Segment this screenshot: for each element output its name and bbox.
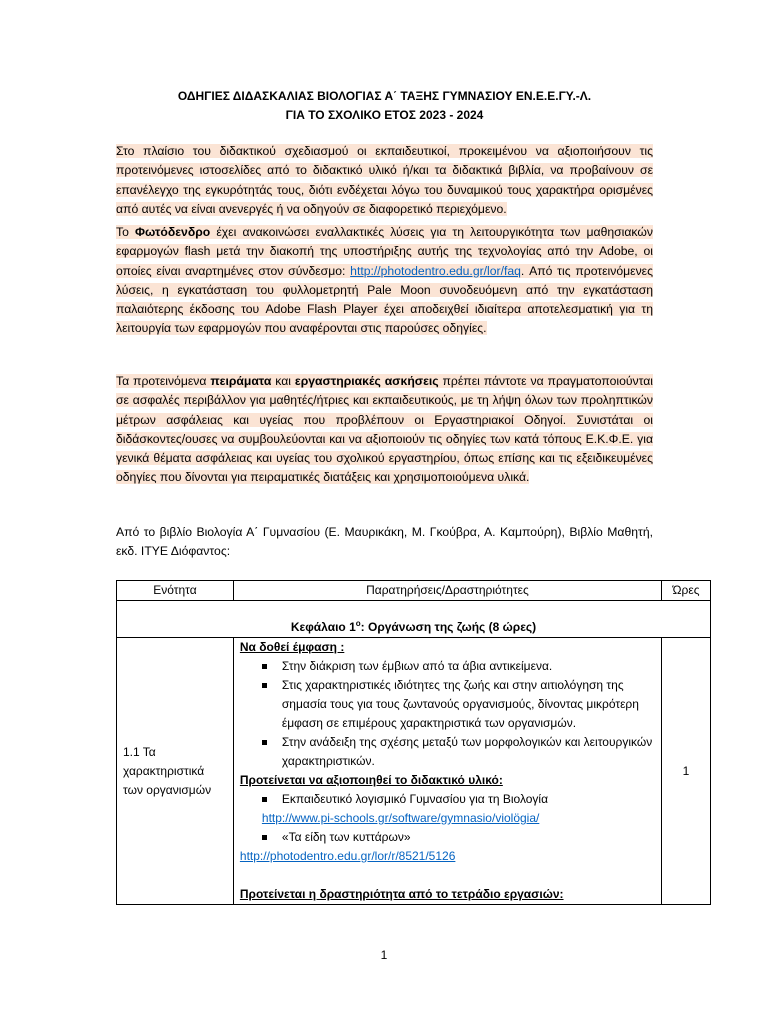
text-run: Τα προτεινόμενα — [116, 374, 211, 388]
list-item: «Τα είδη των κυττάρων» — [282, 828, 655, 847]
highlighted-text: Στο πλαίσιο του διδακτικού σχεδιασμού οι εκπαιδευτικοί, προκειμένου να αξιοποιήσουν τις προτεινόμενες ιστοσελίδες από το διδακτικό υλικό ή/και τα διδακτικά βιβλία, να προβαίνουν σε επανέλεγχο της εγκυρότητάς τους, διότι ενδέχεται λόγω του δυναμικού τους χαρακτήρα ορισμένες από αυτές να είναι ανενεργές ή να οδηγούν σε διαφορετικό περιεχόμενο. — [116, 144, 653, 216]
chapter-prefix: Κεφάλαιο 1 — [290, 620, 356, 634]
chapter-ordinal: ο — [355, 619, 361, 628]
text-run: Το — [116, 225, 136, 239]
bold-term-photodentro: Φωτόδενδρο — [135, 225, 211, 239]
list-item: Στην ανάδειξη της σχέσης μεταξύ των μορφολογικών και λειτουργικών χαρακτηριστικών. — [282, 733, 655, 771]
list-item: Στην διάκριση των έμβιων από τα άβια αντικείμενα. — [282, 657, 655, 676]
text-run: έχει ανακοινώσει εναλλακτικές λύσεις για τη λειτουργικότητα των μαθησιακών εφαρμογών flash μετά την διακοπή της υποστήριξης αυτής της τεχνολογίας από την Adobe, οι οποίες είναι αναρτημένες στον σύνδεσμο: — [116, 225, 653, 278]
page-number: 1 — [380, 948, 388, 962]
chapter-suffix: : Οργάνωση της ζωής (8 ώρες) — [360, 620, 537, 634]
hours-cell: 1 — [662, 638, 711, 905]
bold-term-lab-exercises: εργαστηριακές ασκήσεις — [294, 374, 439, 388]
chapter-row — [117, 601, 711, 638]
highlighted-text — [116, 374, 653, 484]
unit-cell: 1.1 Τα χαρακτηριστικά των οργανισμών — [117, 638, 234, 905]
software-link-wrapper — [240, 809, 655, 828]
syllabus-table — [116, 580, 711, 905]
activity-heading: Προτείνεται η δραστηριότητα από το τετράδιο εργασιών: — [239, 887, 564, 901]
photodentro-cell-types-link[interactable]: http://photodentro.edu.gr/lor/r/8521/5126 — [239, 849, 456, 863]
text-run: και — [271, 374, 295, 388]
photodentro-faq-link[interactable]: http://photodentro.edu.gr/lor/faq — [350, 263, 521, 278]
material-list-2 — [240, 828, 655, 847]
bold-term-experiments: πειράματα — [210, 374, 272, 388]
emphasis-heading: Να δοθεί έμφαση : — [239, 640, 345, 654]
emphasis-list — [240, 657, 655, 771]
document-title-line-1: ΟΔΗΓΙΕΣ ΔΙΔΑΣΚΑΛΙΑΣ ΒΙΟΛΟΓΙΑΣ Α΄ ΤΑΞΗΣ ΓΥΜΝΑΣΙΟΥ ΕΝ.Ε.Ε.ΓΥ.-Λ. — [177, 89, 592, 103]
intro-paragraph-safety — [116, 372, 653, 488]
text-run: πρέπει πάντοτε να πραγματοποιούνται σε ασφαλές περιβάλλον για μαθητές/ήτριες και εκπαιδευτικούς, με τη λήψη όλων των προληπτικών μέτρων ασφάλειας και υγείας που προβλέπουν οι Εργαστηριακοί Οδηγοί. Συνιστάται οι διδάσκοντες/ουσες να συμβουλεύονται και να αξιοποιούν τις οδηγίες των κατά τόπους Ε.Κ.Φ.Ε. για γενικά θέματα ασφάλειας και υγείας του σχολικού εργαστηρίου, όπως επίσης και τις εξειδικευμένες οδηγίες που δίνονται για πειραματικές διατάξεις και χρησιμοποιούμενα υλικά. — [116, 374, 653, 485]
intro-paragraph-validity — [116, 142, 653, 219]
material-heading: Προτείνεται να αξιοποιηθεί το διδακτικό υλικό: — [239, 773, 503, 787]
column-header-unit: Ενότητα — [117, 581, 234, 601]
list-item: Στις χαρακτηριστικές ιδιότητες της ζωής και στην αιτιολόγηση της σημασία τους για τους ζωντανούς οργανισμούς, δίνοντας μικρότερη έμφαση σε επιμέρους χαρακτηριστικά των οργανισμών. — [282, 676, 655, 733]
text-run: . Από τις προτεινόμενες λύσεις, η εγκατάσταση του φυλλομετρητή Pale Moon συνοδευόμενη από την εγκατάσταση παλαιότερης έκδοσης του Adobe Flash Player έχει αποδειχθεί ιδιαίτερα αποτελεσματική για τη λειτουργία των εφαρμογών που αναφέρονται στις παρούσες οδηγίες. — [116, 263, 653, 336]
notes-cell — [233, 638, 661, 905]
intro-paragraph-photodentro — [116, 223, 653, 339]
table-row — [117, 638, 711, 905]
list-item: Εκπαιδευτικό λογισμικό Γυμνασίου για τη Βιολογία — [282, 790, 655, 809]
chapter-title — [117, 601, 711, 638]
highlighted-text — [116, 225, 653, 335]
column-header-hours: Ώρες — [662, 581, 711, 601]
column-header-notes: Παρατηρήσεις/Δραστηριότητες — [233, 581, 661, 601]
document-title-line-2: ΓΙΑ ΤΟ ΣΧΟΛΙΚΟ ΕΤΟΣ 2023 - 2024 — [285, 108, 484, 122]
textbook-reference: Από το βιβλίο Βιολογία Α΄ Γυμνασίου (Ε. Μαυρικάκη, Μ. Γκούβρα, Α. Καμπούρη), Βιβλίο Μαθητή, εκδ. ΙΤΥΕ Διόφαντος: — [116, 525, 653, 559]
pi-schools-software-link[interactable]: http://www.pi-schools.gr/software/gymnasio/violögia/ — [261, 811, 540, 825]
spacer — [240, 866, 655, 885]
table-header-row — [117, 581, 711, 601]
cell-types-link-wrapper — [240, 847, 655, 866]
material-list — [240, 790, 655, 809]
